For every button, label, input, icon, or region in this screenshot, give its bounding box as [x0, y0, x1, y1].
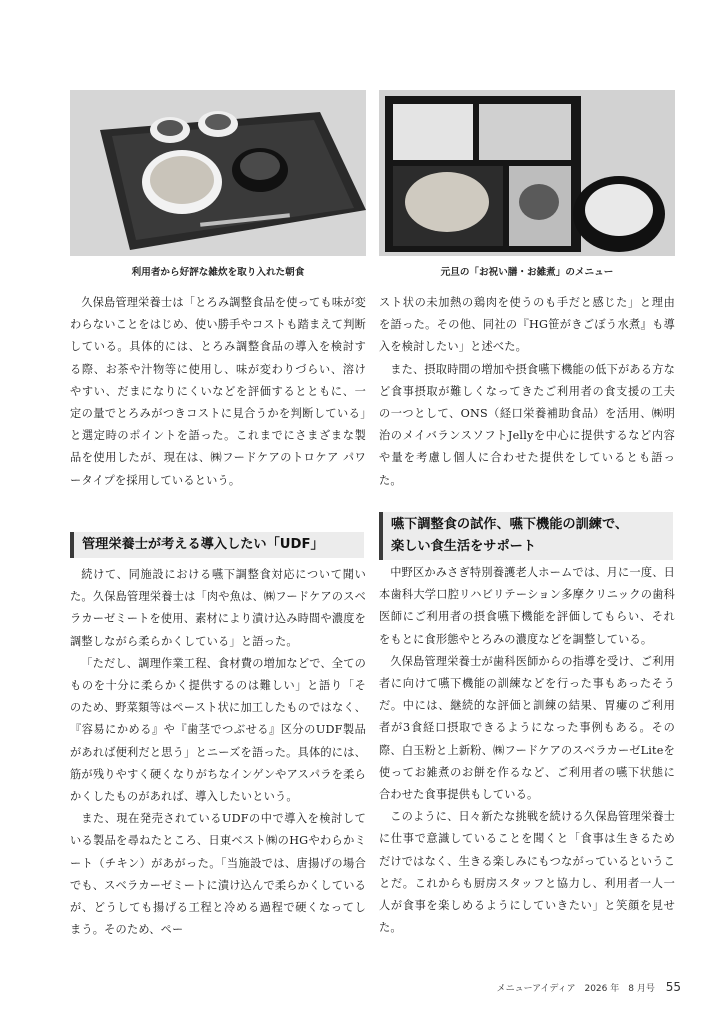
- new-year-meal-photo-caption: 元旦の「お祝い膳・お雑煮」のメニュー: [440, 267, 614, 278]
- right-paragraph-4: 久保島管理栄養士が歯科医師からの指導を受け、ご利用者に向けて嚥下機能の訓練などを行った事もあったそうだ。中には、継続的な評価と訓練の結果、胃瘻のご利用者が3食経口摂取できるようになった事例もある。その際、白玉粉と上新粉、㈱フードケアのスベラカーゼLiteを使ってお雑煮のお餅を作るなど、ご利用者の嚥下状態に合わせた食事提供もしている。: [379, 654, 675, 802]
- left-paragraph-2: 続けて、同施設における嚥下調整食対応について聞いた。久保島管理栄養士は「肉や魚は、㈱フードケアのスベラカーゼミートを使用、素材により漬け込み時間や濃度を調整しながら柔らかくしている」と語った。: [70, 568, 366, 648]
- right-paragraph-2: また、摂取時間の増加や摂食嚥下機能の低下がある方など食事摂取が難しくなってきたご利用者の食支援の工夫の一つとして、ONS（経口栄養補助食品）を活用、㈱明治のメイバランスソフトJellyを中心に提供するなど内容や量を考慮し個人に合わせた提供をしているとも語った。: [379, 362, 675, 487]
- right-paragraph-3: 中野区かみさぎ特別養護老人ホームでは、月に一度、日本歯科大学口腔リハビリテーション多摩クリニックの歯科医師にご利用者の摂食嚥下機能を評価してもらい、それをもとに食形態やとろみの濃度などを調整している。: [379, 566, 675, 646]
- right-column-intro: [379, 292, 675, 492]
- section-heading-line-2: 楽しい食生活をサポート: [391, 539, 537, 554]
- magazine-name: メニューアイディア: [496, 984, 576, 994]
- right-column-body: [379, 562, 675, 939]
- left-paragraph-1: 久保島管理栄養士は「とろみ調整食品を使っても味が変わらないことをはじめ、使い勝手やコストも踏まえて判断している。具体的には、とろみ調整食品の導入を検討する際、お茶や汁物等に使用し、味が変わりづらい、溶けやすい、だまになりにくいなどを評価するとともに、一定の量でとろみがつきコストに見合うかを判断している」と選定時のポイントを語った。これまでにさまざまな製品を使用したが、現在は、㈱フードケアのトロケア パワータイプを採用しているという。: [70, 296, 366, 487]
- section-heading-swallowing: [379, 512, 673, 560]
- section-heading-udf: 管理栄養士が考える導入したい「UDF」: [70, 532, 364, 558]
- page-footer: [497, 980, 681, 994]
- new-year-meal-photo: [379, 90, 675, 256]
- section-heading-line-1: 嚥下調整食の試作、嚥下機能の訓練で、: [391, 517, 629, 532]
- right-paragraph-1: スト状の未加熱の鶏肉を使うのも手だと感じた」と理由を語った。その他、同社の『HG笹がきごぼう水煮』も導入を検討したい」と述べた。: [379, 296, 675, 354]
- breakfast-photo: [70, 90, 366, 256]
- left-column-intro: [70, 292, 366, 492]
- breakfast-photo-caption: 利用者から好評な雑炊を取り入れた朝食: [131, 267, 305, 278]
- left-paragraph-3: 「ただし、調理作業工程、食材費の増加などで、全てのものを十分に柔らかく提供するのは難しい」と語り「そのため、野菜類等はペースト状に加工したものではなく、『容易にかめる』や『歯茎でつぶせる』区分のUDF製品があれば便利だと思う」とニーズを語った。具体的には、筋が残りやすく硬くなりがちなインゲンやアスパラを柔らかくしたものがあれば、導入したいという。: [70, 656, 366, 804]
- issue-date: 2026 年 8 月号: [584, 984, 655, 994]
- left-column-body: [70, 564, 366, 941]
- page-number: 55: [665, 980, 681, 994]
- left-paragraph-4: また、現在発売されているUDFの中で導入を検討している製品を尋ねたところ、日東ベスト㈱のHGやわらかミート（チキン）があがった。「当施設では、唐揚げの場合でも、スベラカーゼミートに漬け込んで柔らかくしているが、どうしても揚げる工程と冷める過程で硬くなってしまう。そのため、ペー: [70, 812, 366, 937]
- right-paragraph-5: このように、日々新たな挑戦を続ける久保島管理栄養士に仕事で意識していることを聞くと「食事は生きるためだけではなく、生きる楽しみにもつながっているということだ。これからも厨房スタッフと協力し、利用者一人一人が食事を楽しめるようにしていきたい」と笑顔を見せた。: [379, 810, 675, 935]
